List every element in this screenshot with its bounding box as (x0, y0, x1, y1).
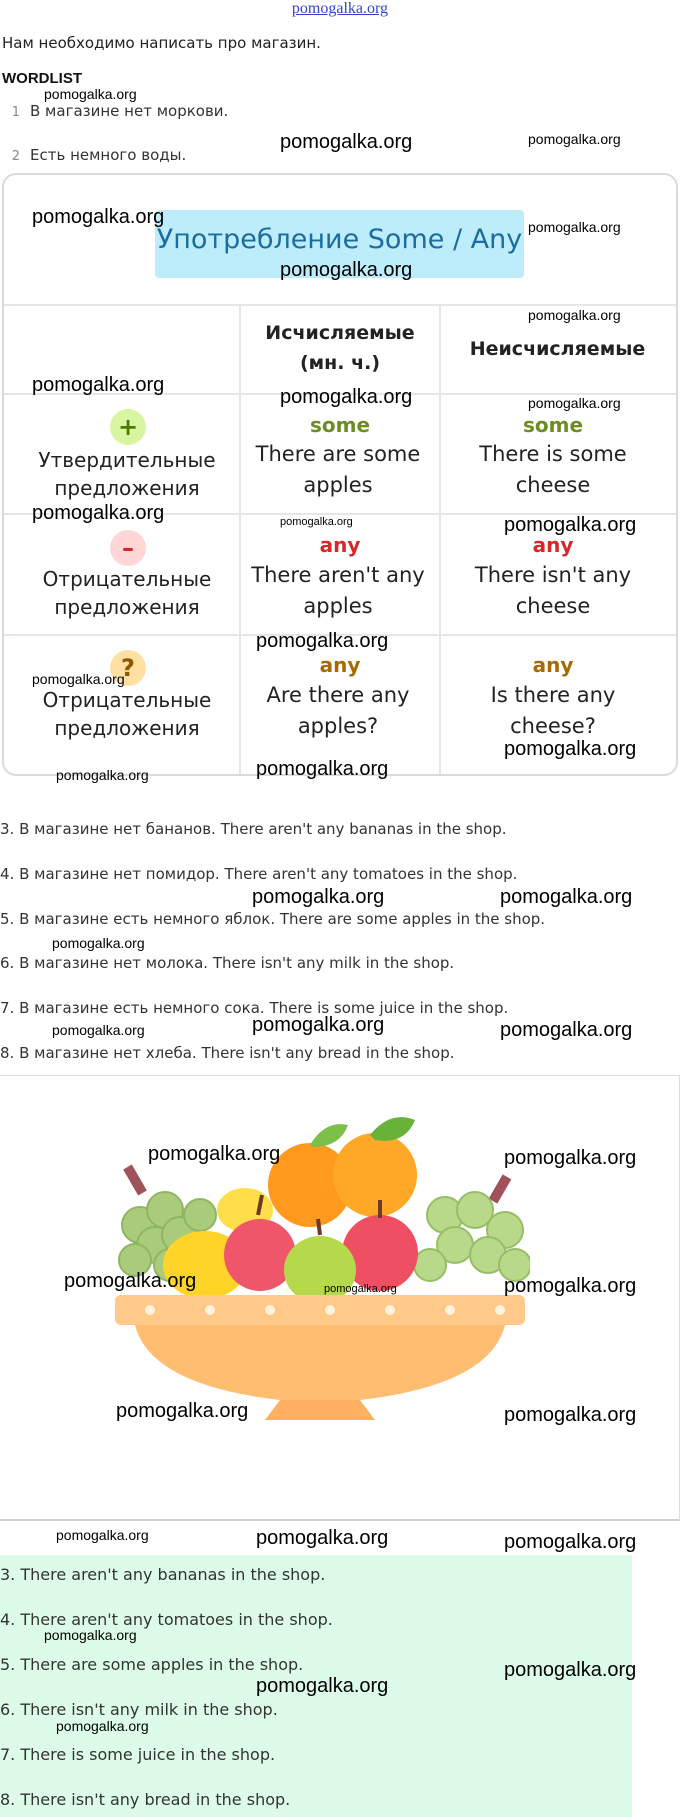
watermark: pomogalka.org (280, 259, 413, 281)
watermark: pomogalka.org (280, 131, 413, 153)
site-header-link[interactable]: pomogalka.org (291, 0, 389, 17)
watermark: pomogalka.org (504, 1147, 637, 1169)
answer-line: 5. There are some apples in the shop. (0, 1655, 304, 1674)
keyword-any: any (532, 533, 574, 557)
example-uncountable: There isn't any cheese (474, 563, 632, 618)
wordlist-item (0, 146, 186, 164)
example-countable: Are there any apples? (266, 683, 410, 738)
watermark: pomogalka.org (32, 671, 125, 687)
watermark: pomogalka.org (252, 886, 385, 908)
column-header-uncountable: Неисчисляемые (469, 338, 646, 360)
watermark: pomogalka.org (504, 1531, 637, 1553)
watermark: pomogalka.org (32, 502, 165, 524)
table-divider (4, 304, 676, 306)
watermark: pomogalka.org (256, 758, 389, 780)
watermark: pomogalka.org (32, 206, 165, 228)
example-countable: There are some apples (255, 442, 421, 497)
keyword-some: some (522, 413, 584, 437)
table-title: Употребление Some / Any (156, 224, 523, 255)
watermark: pomogalka.org (504, 514, 637, 536)
intro-text: Нам необходимо написать про магазин. (2, 34, 321, 52)
example-countable: There aren't any apples (251, 563, 425, 618)
answer-line: 7. There is some juice in the shop. (0, 1745, 276, 1764)
watermark: pomogalka.org (56, 767, 149, 783)
watermark: pomogalka.org (56, 1527, 149, 1543)
watermark: pomogalka.org (252, 1014, 385, 1036)
watermark: pomogalka.org (116, 1400, 249, 1422)
watermark: pomogalka.org (44, 86, 137, 102)
watermark: pomogalka.org (500, 886, 633, 908)
watermark: pomogalka.org (64, 1270, 197, 1292)
sentence-line: 6. В магазине нет молока. There isn't any milk in the shop. (0, 954, 455, 972)
watermark: pomogalka.org (528, 307, 621, 323)
wordlist-item (0, 102, 228, 120)
watermark: pomogalka.org (504, 1404, 637, 1426)
row-label-negative: Отрицательные предложения (42, 567, 212, 619)
watermark: pomogalka.org (52, 935, 145, 951)
question-icon: ? (110, 650, 146, 686)
wordlist-item-number: 2 (11, 149, 20, 164)
watermark: pomogalka.org (504, 1659, 637, 1681)
watermark: pomogalka.org (528, 131, 621, 147)
watermark: pomogalka.org (324, 1283, 397, 1295)
row-label-affirmative: Утвердительные предложения (38, 448, 216, 500)
example-uncountable: There is some cheese (479, 442, 627, 497)
watermark: pomogalka.org (44, 1627, 137, 1643)
minus-icon: – (110, 530, 146, 566)
column-header-countable: Исчисляемые (мн. ч.) (265, 322, 415, 374)
watermark: pomogalka.org (52, 1022, 145, 1038)
sentence-line: 3. В магазине нет бананов. There aren't any bananas in the shop. (0, 820, 507, 838)
watermark: pomogalka.org (56, 1718, 149, 1734)
watermark: pomogalka.org (528, 395, 621, 411)
plus-icon: + (110, 409, 146, 445)
watermark: pomogalka.org (280, 516, 353, 528)
watermark: pomogalka.org (32, 374, 165, 396)
watermark: pomogalka.org (528, 219, 621, 235)
keyword-any: any (319, 533, 361, 557)
sentence-line: 8. В магазине нет хлеба. There isn't any bread in the shop. (0, 1044, 455, 1062)
wordlist-item-text: В магазине нет моркови. (30, 102, 229, 120)
watermark: pomogalka.org (500, 1019, 633, 1041)
watermark: pomogalka.org (256, 630, 389, 652)
sentence-line: 5. В магазине есть немного яблок. There are some apples in the shop. (0, 910, 546, 928)
watermark: pomogalka.org (280, 386, 413, 408)
example-uncountable: Is there any cheese? (490, 683, 616, 738)
watermark: pomogalka.org (256, 1675, 389, 1697)
answer-line: 4. There aren't any tomatoes in the shop. (0, 1610, 333, 1629)
watermark: pomogalka.org (504, 1275, 637, 1297)
answer-line: 8. There isn't any bread in the shop. (0, 1790, 291, 1809)
wordlist-item-number: 1 (11, 105, 20, 120)
watermark: pomogalka.org (256, 1527, 389, 1549)
keyword-any: any (319, 653, 361, 677)
wordlist-item-text: Есть немного воды. (30, 146, 187, 164)
watermark: pomogalka.org (504, 738, 637, 760)
answer-line: 6. There isn't any milk in the shop. (0, 1700, 278, 1719)
watermark: pomogalka.org (148, 1143, 281, 1165)
sentence-line: 7. В магазине есть немного сока. There is some juice in the shop. (0, 999, 509, 1017)
answer-line: 3. There aren't any bananas in the shop. (0, 1565, 326, 1584)
wordlist-title: WORDLIST (2, 70, 82, 87)
keyword-any: any (532, 653, 574, 677)
row-label-interrogative: Отрицательные предложения (42, 688, 212, 740)
keyword-some: some (309, 413, 371, 437)
sentence-line: 4. В магазине нет помидор. There aren't any tomatoes in the shop. (0, 865, 518, 883)
